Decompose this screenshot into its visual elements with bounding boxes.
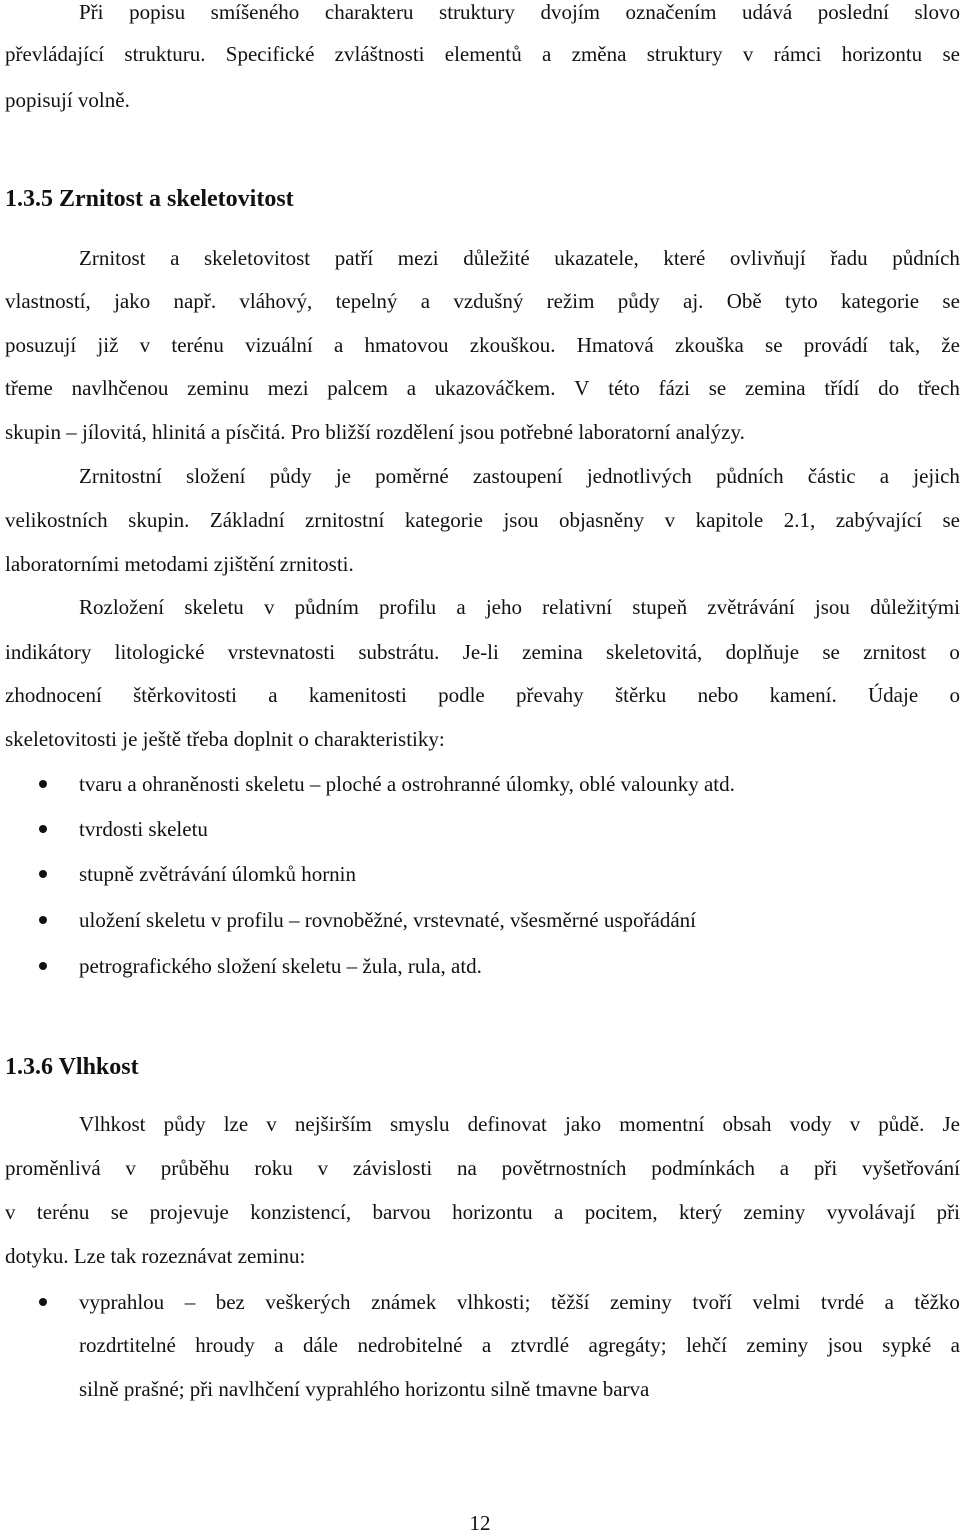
word: půdě. (878, 1112, 925, 1136)
word: skeletovitost (203, 246, 311, 270)
text-line (5, 373, 960, 403)
bullet-icon (39, 825, 47, 833)
word: a (950, 1333, 960, 1357)
word: zeminy (743, 1200, 806, 1224)
word: jsou (827, 1333, 863, 1357)
word: rámci (773, 42, 822, 66)
word: skeletu (184, 595, 244, 619)
word: režim (546, 289, 595, 313)
word: vyšetřování (862, 1156, 960, 1180)
word: jako (564, 1112, 602, 1136)
word: Obě (726, 289, 762, 313)
word: a (542, 42, 552, 66)
list-item: uložení skeletu v profilu – rovnoběžné, vrstevnaté, všesměrné uspořádání (79, 908, 696, 932)
word: a (420, 289, 431, 313)
word: na (456, 1156, 477, 1180)
word: jeho (485, 595, 522, 619)
word: podmínkách (651, 1156, 755, 1180)
word: se (822, 640, 840, 664)
word: půdy (617, 289, 660, 313)
word: 2.1, (783, 508, 816, 532)
word: třídí (824, 376, 860, 400)
text-line: skupin – jílovitá, hlinitá a písčitá. Pro bližší rozdělení jsou potřebné laboratorní analýzy. (5, 420, 745, 444)
word: zkouška (674, 333, 744, 357)
word: v (125, 1156, 136, 1180)
word: důležitými (870, 595, 960, 619)
word: velikostních (5, 508, 108, 532)
word: štěrkovitosti (133, 683, 237, 707)
word: jsou (503, 508, 539, 532)
word: aj. (683, 289, 704, 313)
word: půdním (294, 595, 359, 619)
word: zabývající (835, 508, 922, 532)
text-line: skeletovitosti je ještě třeba doplnit o charakteristiky: (5, 727, 445, 751)
text-line (79, 1109, 960, 1139)
word: půdních (715, 464, 784, 488)
word: půdy (163, 1112, 206, 1136)
word: a (554, 1200, 564, 1224)
word: rozdrtitelné (79, 1333, 176, 1357)
word: terénu (171, 333, 224, 357)
word: v (849, 1112, 861, 1136)
text-line (5, 680, 960, 710)
word: označením (625, 0, 717, 24)
word: štěrku (614, 683, 667, 707)
word: horizontu (452, 1200, 533, 1224)
word: elementů (444, 42, 522, 66)
word: vlastností, (5, 289, 91, 313)
word: o (949, 683, 960, 707)
word: stupeň (632, 595, 688, 619)
word: při (813, 1156, 838, 1180)
word: zkouškou. (469, 333, 556, 357)
word: a (879, 464, 890, 488)
word: a (274, 1333, 284, 1357)
text-line: popisují volně. (5, 88, 130, 112)
word: těžko (914, 1290, 960, 1314)
word: a (333, 333, 344, 357)
word: Rozložení (79, 595, 165, 619)
word: vzdušný (453, 289, 524, 313)
word: Při (79, 0, 104, 24)
word: zeminy (609, 1290, 672, 1314)
word: smyslu (389, 1112, 450, 1136)
word: půdních (892, 246, 960, 270)
word: těžší (550, 1290, 590, 1314)
word: velmi (752, 1290, 801, 1314)
word: poslední (817, 0, 889, 24)
bullet-icon (39, 916, 47, 924)
word: kategorie (841, 289, 920, 313)
word: sypké (882, 1333, 932, 1357)
word: o (949, 640, 960, 664)
word: důležité (463, 246, 530, 270)
word: převládající (5, 42, 105, 66)
word: struktury (646, 42, 723, 66)
word: je (335, 464, 351, 488)
word: barvou (372, 1200, 431, 1224)
word: Je-li (462, 640, 499, 664)
word: zrnitost (863, 640, 927, 664)
text-line (5, 1197, 960, 1227)
word: navlhčenou (71, 376, 169, 400)
word: popisu (129, 0, 186, 24)
word: litologické (114, 640, 205, 664)
text-line (79, 0, 960, 27)
word: této (608, 376, 640, 400)
word: dále (303, 1333, 339, 1357)
word: závislosti (352, 1156, 433, 1180)
word: Zrnitost (79, 246, 146, 270)
word: do (878, 376, 900, 400)
word: zeminu (187, 376, 249, 400)
word: kamenitosti (308, 683, 407, 707)
word: nebo (697, 683, 739, 707)
word: jako (114, 289, 151, 313)
word: při (936, 1200, 960, 1224)
word: ztvrdlé (510, 1333, 570, 1357)
word: zastoupení (472, 464, 563, 488)
word: roku (254, 1156, 293, 1180)
word: – (184, 1290, 196, 1314)
word: skeletovitá, (606, 640, 703, 664)
word: zvláštnosti (334, 42, 425, 66)
word: změna (571, 42, 627, 66)
word: částic (807, 464, 856, 488)
word: agregáty; (588, 1333, 667, 1357)
word: v (266, 1112, 277, 1136)
word: a (884, 1290, 894, 1314)
bullet-icon (39, 962, 47, 970)
word: podle (438, 683, 485, 707)
word: substrátu. (358, 640, 440, 664)
section-heading: 1.3.6 Vlhkost (5, 1054, 139, 1080)
word: a (779, 1156, 790, 1180)
word: tak, (889, 333, 921, 357)
word: vody (789, 1112, 832, 1136)
word: např. (173, 289, 217, 313)
word: a (456, 595, 466, 619)
word: ukazováčkem. (434, 376, 556, 400)
word: v (317, 1156, 329, 1180)
word: obsah (722, 1112, 772, 1136)
word: bez (215, 1290, 245, 1314)
word: zhodnocení (5, 683, 102, 707)
word: zemina (744, 376, 806, 400)
text-line (5, 637, 960, 667)
word: strukturu. (124, 42, 206, 66)
word: jsou (814, 595, 850, 619)
word: Hmatová (576, 333, 654, 357)
word: převahy (516, 683, 584, 707)
word: že (941, 333, 960, 357)
word: zemina (522, 640, 583, 664)
word: a (170, 246, 180, 270)
word: terénu (36, 1200, 90, 1224)
word: průběhu (160, 1156, 230, 1180)
word: povětrnostních (501, 1156, 627, 1180)
text-line: dotyku. Lze tak rozeznávat zeminu: (5, 1244, 306, 1268)
word: Základní (209, 508, 285, 532)
text-line (5, 39, 960, 69)
word: vyvolávají (826, 1200, 916, 1224)
word: v (742, 42, 754, 66)
word: lehčí (686, 1333, 727, 1357)
list-item: petrografického složení skeletu – žula, rula, atd. (79, 954, 482, 978)
word: se (942, 508, 960, 532)
word: konzistencí, (250, 1200, 352, 1224)
word: a (268, 683, 278, 707)
word: zrnitostní (305, 508, 385, 532)
word: Specifické (225, 42, 315, 66)
word: vyprahlou (79, 1290, 165, 1314)
word: se (708, 376, 727, 400)
word: kapitole (695, 508, 764, 532)
word: horizontu (841, 42, 923, 66)
word: hmatovou (364, 333, 449, 357)
word: definovat (467, 1112, 547, 1136)
word: doplňuje (725, 640, 800, 664)
word: nedrobitelné (357, 1333, 463, 1357)
word: ukazatele, (554, 246, 639, 270)
word: v (664, 508, 676, 532)
word: jejich (913, 464, 960, 488)
word: který (678, 1200, 723, 1224)
word: profilu (378, 595, 437, 619)
text-line (79, 243, 960, 273)
word: smíšeného (210, 0, 300, 24)
word: zeminy (746, 1333, 809, 1357)
word: struktury (439, 0, 515, 24)
word: V (574, 376, 590, 400)
word: se (942, 289, 960, 313)
word: kamení. (769, 683, 837, 707)
word: složení (186, 464, 246, 488)
word: vlhkosti; (456, 1290, 531, 1314)
word: palcem (327, 376, 388, 400)
word: indikátory (5, 640, 92, 664)
word: se (765, 333, 783, 357)
text-line (5, 286, 960, 316)
word: třech (917, 376, 960, 400)
word: slovo (914, 0, 960, 24)
word: Je (942, 1112, 960, 1136)
word: se (942, 42, 960, 66)
word: které (663, 246, 706, 270)
word: již (97, 333, 119, 357)
word: tyto (785, 289, 818, 313)
word: momentní (619, 1112, 705, 1136)
list-item: tvrdosti skeletu (79, 817, 208, 841)
section-heading: 1.3.5 Zrnitost a skeletovitost (5, 186, 294, 212)
word: patří (334, 246, 374, 270)
word: skupin. (128, 508, 190, 532)
word: fázi (658, 376, 690, 400)
word: pocitem, (584, 1200, 658, 1224)
word: vláhový, (239, 289, 313, 313)
word: nejširším (294, 1112, 372, 1136)
word: a (406, 376, 417, 400)
word: Vlhkost (79, 1112, 146, 1136)
word: veškerých (265, 1290, 351, 1314)
word: projevuje (149, 1200, 229, 1224)
word: Zrnitostní (79, 464, 162, 488)
word: kategorie (404, 508, 483, 532)
list-item-continuation: silně prašné; při navlhčení vyprahlého horizontu silně tmavne barva (79, 1377, 650, 1401)
word: lze (223, 1112, 249, 1136)
bullet-icon (39, 870, 47, 878)
text-line (79, 592, 960, 622)
word: zvětrávání (707, 595, 795, 619)
word: charakteru (324, 0, 414, 24)
bullet-icon (39, 1298, 47, 1306)
text-line (79, 461, 960, 491)
list-item (79, 1287, 960, 1317)
word: se (110, 1200, 129, 1224)
bullet-icon (39, 780, 47, 788)
list-item: tvaru a ohraněnosti skeletu – ploché a ostrohranné úlomky, oblé valounky atd. (79, 772, 735, 796)
word: tvoří (692, 1290, 732, 1314)
word: ovlivňují (729, 246, 806, 270)
word: Údaje (868, 683, 919, 707)
text-line (5, 1153, 960, 1183)
word: jednotlivých (586, 464, 692, 488)
word: mezi (267, 376, 309, 400)
word: tvrdé (820, 1290, 865, 1314)
word: hroudy (195, 1333, 255, 1357)
text-line: laboratorními metodami zjištění zrnitosti. (5, 552, 354, 576)
word: známek (371, 1290, 437, 1314)
word: dvojím (540, 0, 600, 24)
word: v (5, 1200, 16, 1224)
word: vrstevnatosti (227, 640, 336, 664)
word: tepelný (335, 289, 398, 313)
list-item-continuation (79, 1330, 960, 1360)
word: mezi (397, 246, 439, 270)
word: třeme (5, 376, 53, 400)
list-item: stupně zvětrávání úlomků hornin (79, 862, 357, 886)
word: proměnlivá (5, 1156, 101, 1180)
word: řadu (830, 246, 868, 270)
word: udává (742, 0, 793, 24)
word: v (139, 333, 151, 357)
text-line (5, 330, 960, 360)
text-line (5, 505, 960, 535)
word: relativní (542, 595, 613, 619)
word: v (263, 595, 275, 619)
page-number: 12 (469, 1511, 491, 1535)
word: objasněny (558, 508, 645, 532)
word: vizuální (245, 333, 313, 357)
word: posuzují (5, 333, 77, 357)
word: provádí (803, 333, 868, 357)
word: poměrné (375, 464, 449, 488)
word: půdy (269, 464, 312, 488)
word: a (481, 1333, 492, 1357)
